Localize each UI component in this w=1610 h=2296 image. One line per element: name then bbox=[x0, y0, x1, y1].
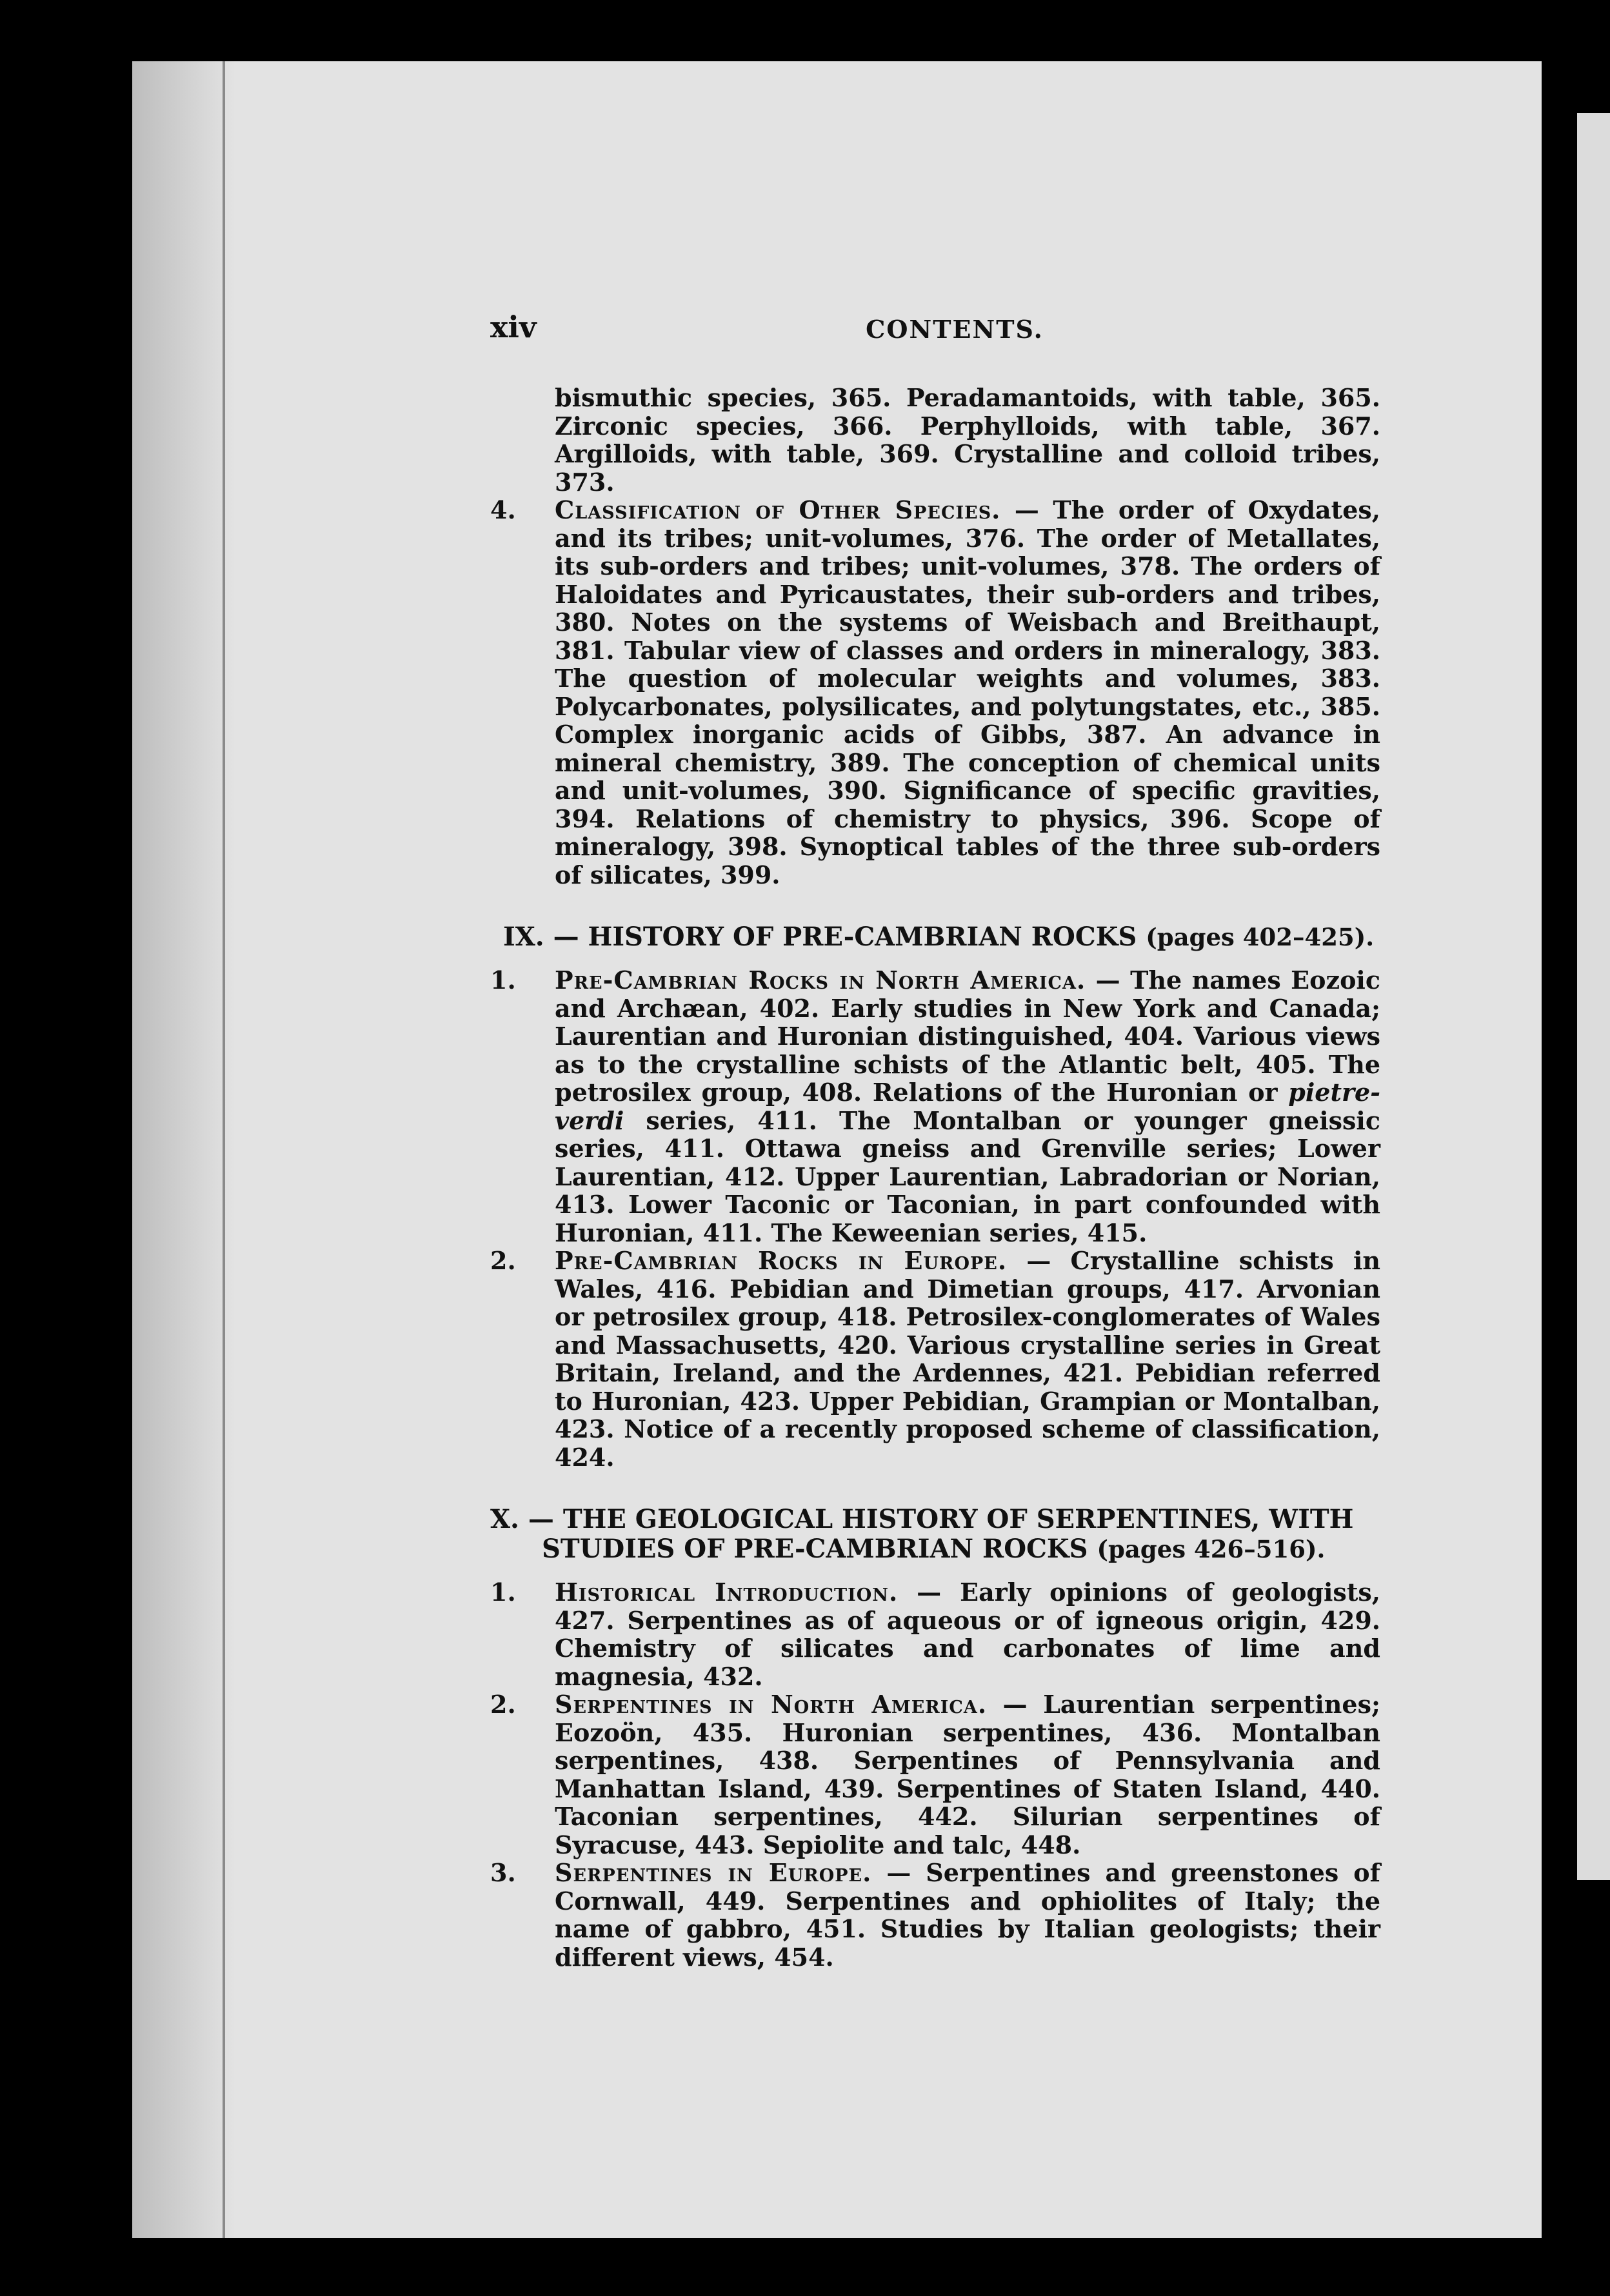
chapter-heading-ix bbox=[503, 922, 1380, 952]
entry-text-continued: series, 411. The Montalban or younger gneissic series, 411. Ottawa gneiss and Grenville series; Lower Laurentian, 412. Upper Laurentian, Labradorian or Norian, 413. Lower Taconic or Taconian, in part confounded with Huronian, 411. The Keweenian series, 415. bbox=[555, 1105, 1380, 1247]
chapter-pages: (pages 426–516). bbox=[1097, 1535, 1326, 1563]
entry-heading: Historical Introduction. bbox=[555, 1578, 899, 1607]
entry-number: 1. bbox=[490, 965, 516, 995]
contents-entry bbox=[490, 496, 1380, 889]
entry-number: 4. bbox=[490, 495, 516, 524]
contents-body bbox=[490, 384, 1380, 1971]
entry-text: — Crystalline schists in Wales, 416. Pebidian and Dimetian groups, 417. Arvonian or petrosilex group, 418. Petrosilex-conglomerates of Wales and Massachusetts, 420. Various crystalline series in Great Britain, Ireland, and the Ardennes, 421. Pebidian referred to Huronian, 423. Upper Pebidian, Grampian or Montalban, 423. Notice of a recently proposed scheme of classification, 424. bbox=[555, 1246, 1381, 1472]
entry-heading: Serpentines in North America. bbox=[555, 1690, 988, 1719]
entry-heading: Classification of Other Species. bbox=[555, 495, 1001, 524]
contents-entry bbox=[490, 1247, 1380, 1471]
entry-number: 2. bbox=[490, 1246, 516, 1275]
contents-entry bbox=[490, 1859, 1380, 1971]
chapter-title: X. — THE GEOLOGICAL HISTORY OF SERPENTINES, WITH STUDIES OF PRE-CAMBRIAN ROCKS bbox=[490, 1504, 1354, 1564]
page-header bbox=[490, 310, 1380, 355]
continued-paragraph: bismuthic species, 365. Peradamantoids, with table, 365. Zirconic species, 366. Perphylloids, with table, 367. Argilloids, with table, 369. Crystalline and colloid tribes, 373. bbox=[555, 383, 1380, 497]
entry-number: 3. bbox=[490, 1858, 516, 1887]
entry-italic-term: pietre-verdi bbox=[555, 1078, 1380, 1135]
contents-entry bbox=[490, 1578, 1380, 1690]
page-margin-rule bbox=[223, 61, 225, 2238]
entry-heading: Pre-Cambrian Rocks in Europe. bbox=[555, 1246, 1008, 1275]
entry-number: 2. bbox=[490, 1690, 516, 1719]
entry-heading: Serpentines in Europe. bbox=[555, 1858, 872, 1887]
contents-entry bbox=[490, 1690, 1380, 1859]
page-gutter-shade bbox=[132, 61, 235, 2238]
contents-entry bbox=[490, 966, 1380, 1247]
entry-text: — The order of Oxydates, and its tribes; unit-volumes, 376. The order of Metallates, its sub-orders and tribes; unit-volumes, 378. The orders of Haloidates and Pyricaustates, their sub-orders and tribes, 380. Notes on the systems of Weisbach and Breithaupt, 381. Tabular view of classes and orders in mineralogy, 383. The question of molecular weights and volumes, 383. Polycarbonates, polysilicates, and polytungstates, etc., 385. Complex inorganic acids of Gibbs, 387. An advance in mineral chemistry, 389. The conception of chemical units and unit-volumes, 390. Significance of specific gravities, 394. Relations of chemistry to physics, 396. Scope of mineralogy, 398. Synoptical tables of the three sub-orders of silicates, 399. bbox=[555, 495, 1380, 889]
entry-text: — Serpentines and greenstones of Cornwall, 449. Serpentines and ophiolites of Italy; the name of gabbro, 451. Studies by Italian geologists; their different views, 454. bbox=[555, 1858, 1380, 1972]
running-title: CONTENTS. bbox=[866, 315, 1044, 344]
page-number: xiv bbox=[490, 310, 537, 344]
entry-text: — The names Eozoic and Archæan, 402. Early studies in New York and Canada; Laurentian and Huronian distinguished, 404. Various views as to the crystalline schists of the Atlantic belt, 405. The petrosilex group, 408. Relations of the Huronian or bbox=[555, 965, 1380, 1107]
entry-heading: Pre-Cambrian Rocks in North America. bbox=[555, 965, 1086, 995]
chapter-pages: (pages 402–425). bbox=[1146, 923, 1375, 951]
chapter-heading-x bbox=[490, 1505, 1380, 1564]
entry-number: 1. bbox=[490, 1578, 516, 1607]
entry-text: — Early opinions of geologists, 427. Serpentines as of aqueous or of igneous origin, 429. Chemistry of silicates and carbonates of lime and magnesia, 432. bbox=[555, 1578, 1381, 1691]
adjacent-page-edge bbox=[1577, 113, 1610, 1880]
entry-text: — Laurentian serpentines; Eozoön, 435. Huronian serpentines, 436. Montalban serpentines, 438. Serpentines of Pennsylvania and Manhattan Island, 439. Serpentines of Staten Island, 440. Taconian serpentines, 442. Silurian serpentines of Syracuse, 443. Sepiolite and talc, 448. bbox=[555, 1690, 1380, 1859]
chapter-title: IX. — HISTORY OF PRE-CAMBRIAN ROCKS bbox=[503, 922, 1137, 952]
